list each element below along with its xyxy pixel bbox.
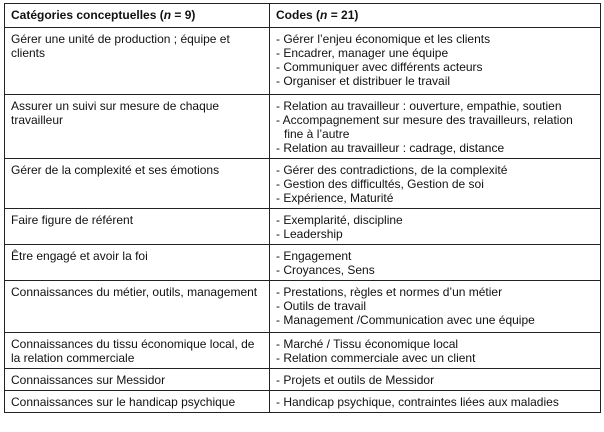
code-item: - Relation au travailleur : cadrage, distance [276,141,505,155]
codes-cell [270,209,601,245]
table-header [5,4,601,28]
codes-cell [270,28,601,95]
code-item: - Handicap psychique, contraintes liées aux maladies [276,395,559,409]
header-codes: Codes (n = 21) [270,4,601,28]
table-body [5,28,601,413]
category-cell: Connaissances du métier, outils, management [5,281,270,333]
code-item: - Gestion des difficultés, Gestion de soi [276,177,484,191]
category-cell: Gérer de la complexité et ses émotions [5,159,270,209]
header-categories: Catégories conceptuelles (n = 9) [5,4,270,28]
codes-cell [270,333,601,369]
code-item: - Croyances, Sens [276,263,375,277]
category-cell: Être engagé et avoir la foi [5,245,270,281]
codes-cell [270,95,601,159]
code-item: - Projets et outils de Messidor [276,373,435,387]
category-cell: Faire figure de référent [5,209,270,245]
category-cell: Connaissances du tissu économique local, de la relation commerciale [5,333,270,369]
table-row [5,28,601,95]
table-row [5,245,601,281]
code-item: - Outils de travail [276,299,367,313]
table-row [5,369,601,391]
codes-cell [270,369,601,391]
categories-codes-table [4,3,601,413]
code-item: - Expérience, Maturité [276,191,394,205]
code-item: - Communiquer avec différents acteurs [276,60,483,74]
table-row [5,209,601,245]
codes-cell [270,391,601,413]
code-item: - Accompagnement sur mesure des travailleurs, relation fine à l’autre [276,113,573,141]
codes-cell [270,245,601,281]
code-item: - Engagement [276,249,352,263]
header-row [5,4,601,28]
code-item: - Gérer l’enjeu économique et les clients [276,32,491,46]
table-row [5,159,601,209]
code-item: - Leadership [276,227,343,241]
code-item: - Organiser et distribuer le travail [276,74,451,88]
code-item: - Gérer des contradictions, de la complexité [276,163,508,177]
code-item: - Relation au travailleur : ouverture, empathie, soutien [276,99,562,113]
codes-cell [270,281,601,333]
codes-cell [270,159,601,209]
category-cell: Connaissances sur Messidor [5,369,270,391]
code-item: - Encadrer, manager une équipe [276,46,449,60]
table-row [5,333,601,369]
code-item: - Marché / Tissu économique local [276,337,459,351]
code-item: - Exemplarité, discipline [276,213,403,227]
table-row [5,391,601,413]
category-cell: Connaissances sur le handicap psychique [5,391,270,413]
code-item: - Management /Communication avec une équipe [276,313,535,327]
table-row [5,281,601,333]
table-row [5,95,601,159]
code-item: - Prestations, règles et normes d’un métier [276,285,503,299]
code-item: - Relation commerciale avec un client [276,351,476,365]
category-cell: Gérer une unité de production ; équipe et clients [5,28,270,95]
category-cell: Assurer un suivi sur mesure de chaque travailleur [5,95,270,159]
